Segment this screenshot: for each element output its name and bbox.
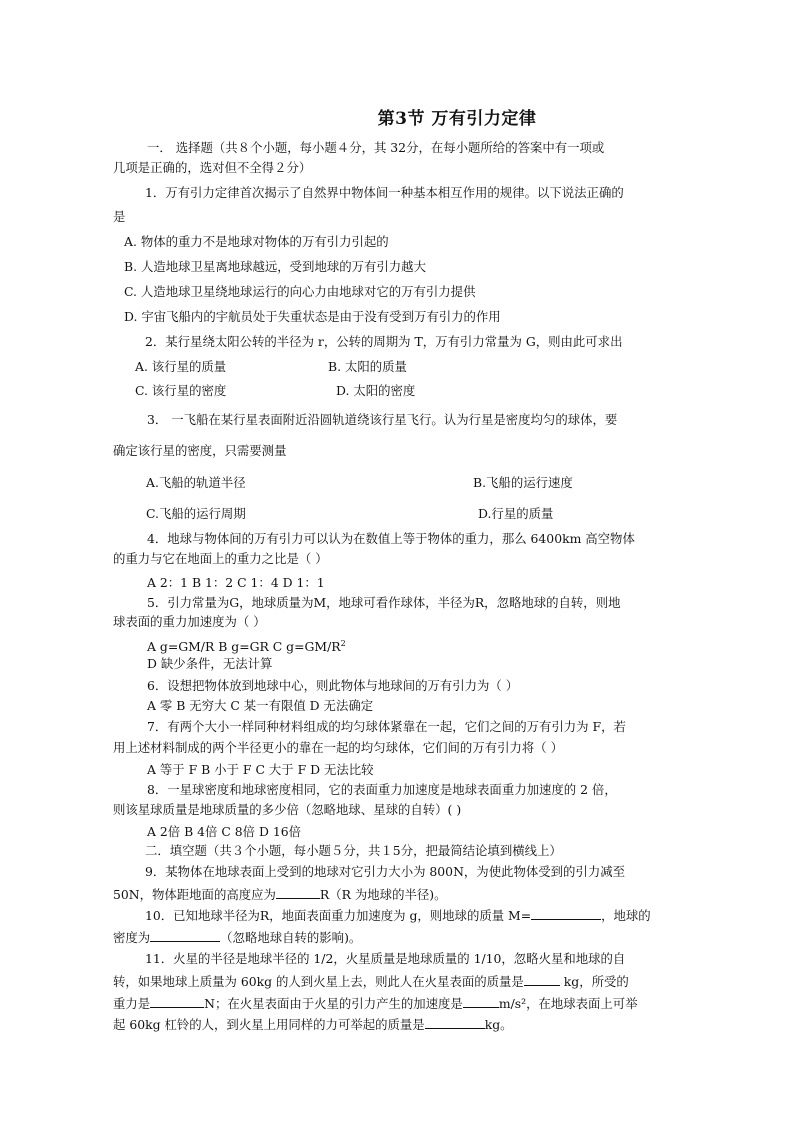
q11-text-d: N；在火星表面由于火星的引力产生的加速度是 — [204, 996, 463, 1011]
q10-density-blank[interactable] — [150, 929, 220, 942]
q3-stem-line1: 3． 一飞船在某行星表面附近沿圆轨道绕该行星飞行。认为行星是密度均匀的球体，要 — [147, 412, 618, 427]
q10-text-a: 10．已知地球半径为R，地面表面重力加速度为 g，则地球的质量 M= — [145, 908, 532, 923]
q11-acceleration-blank[interactable] — [463, 995, 499, 1008]
section1-heading-line1: 一． 选择题（共８个小题，每小题４分，其 32分，在每小题所给的答案中有一项或 — [147, 140, 605, 155]
q1-option-c: C. 人造地球卫星绕地球运行的向心力由地球对它的万有引力提供 — [124, 284, 476, 299]
q4-stem-line1: 4．地球与物体间的万有引力可以认为在数值上等于物体的重力，那么 6400km 高空物体 — [147, 531, 635, 546]
q11-text-a: 转，如果地球上质量为 60kg 的人到火星上去，则此人在火星表面的质量是 — [113, 974, 524, 989]
q3-option-c: C.飞船的运行周期 — [146, 506, 246, 521]
q8-stem-line1: 8．一星球密度和地球密度相同，它的表面重力加速度是地球表面重力加速度的 2 倍， — [147, 782, 617, 797]
q11-text-g: kg。 — [484, 1017, 513, 1032]
q11-weight-blank[interactable] — [150, 995, 204, 1008]
q2-option-a: A. 该行星的质量 — [135, 359, 227, 374]
q11-line3 — [113, 995, 638, 1012]
q10-text-c: 密度为 — [113, 930, 151, 945]
q9-text-a: 50N，物体距地面的高度应为 — [113, 887, 276, 902]
q2-option-b: B. 太阳的质量 — [328, 359, 407, 374]
q10-line2 — [113, 929, 361, 946]
q1-stem-line1: 1．万有引力定律首次揭示了自然界中物体间一种基本相互作用的规律。以下说法正确的 — [145, 185, 624, 200]
q7-stem-line1: 7．有两个大小一样同种材料组成的均匀球体紧靠在一起，它们之间的万有引力为 F，若 — [147, 719, 626, 734]
q2-option-c: C. 该行星的密度 — [135, 383, 227, 398]
q10-text-d: （忽略地球自转的影响)。 — [220, 930, 362, 945]
q5-options-line2: D 缺少条件，无法计算 — [147, 656, 273, 671]
q8-stem-line2: 则该星球质量是地球质量的多少倍（忽略地球、星球的自转）( ) — [113, 802, 462, 817]
q4-options: A 2：1 B 1：2 C 1：4 D 1：1 — [147, 575, 325, 590]
q1-stem-line2: 是 — [113, 209, 126, 224]
q7-options: A 等于 F B 小于 F C 大于 F D 无法比较 — [147, 762, 374, 777]
q9-line2 — [113, 886, 446, 903]
q9-answer-blank[interactable] — [276, 886, 320, 899]
q6-stem: 6．设想把物体放到地球中心，则此物体与地球间的万有引力为（ ） — [147, 678, 519, 693]
q11-line1: 11．火星的半径是地球半径的 1/2，火星质量是地球质量的 1/10，忽略火星和地球的自 — [145, 951, 626, 966]
q1-option-d: D. 宇宙飞船内的宇航员处于失重状态是由于没有受到万有引力的作用 — [124, 309, 501, 324]
q3-option-b: B.飞船的运行速度 — [473, 475, 573, 490]
q5-options-text: A g=GM/R B g=GR C g=GM/R — [147, 639, 341, 655]
q5-options-line1 — [147, 636, 346, 655]
q5-stem-line2: 球表面的重力加速度为（ ） — [113, 614, 266, 629]
page-title: 第3节 万有引力定律 — [377, 109, 537, 129]
q2-stem: 2．某行星绕太阳公转的半径为 r，公转的周期为 T，万有引力常量为 G，则由此可求出 — [145, 334, 623, 349]
q11-text-e: m/s²，在地球表面上可举 — [498, 996, 638, 1011]
q4-stem-line2: 的重力与它在地面上的重力之比是（ ） — [113, 551, 328, 566]
q11-mass-blank[interactable] — [524, 973, 560, 986]
q11-line4 — [113, 1016, 513, 1033]
q10-line1 — [145, 907, 651, 924]
q3-option-d: D.行星的质量 — [478, 506, 554, 521]
q6-options: A 零 B 无穷大 C 某一有限值 D 无法确定 — [147, 698, 374, 713]
q1-option-b: B. 人造地球卫星离地球越远，受到地球的万有引力越大 — [124, 259, 426, 274]
q3-stem-line2: 确定该行星的密度，只需要测量 — [113, 443, 287, 458]
q11-text-c: 重力是 — [113, 996, 151, 1011]
q2-option-d: D. 太阳的密度 — [336, 383, 416, 398]
q5-exponent: 2 — [340, 639, 346, 648]
q9-line1: 9．某物体在地球表面上受到的地球对它引力大小为 800N，为使此物体受到的引力减至 — [145, 864, 625, 879]
section1-heading-line2: 几项是正确的，选对但不全得２分） — [113, 160, 312, 175]
q11-lift-mass-blank[interactable] — [425, 1016, 485, 1029]
section2-heading: 二．填空题（共３个小题，每小题５分，共１5分，把最简结论填到横线上） — [145, 843, 562, 858]
q3-option-a: A.飞船的轨道半径 — [146, 475, 246, 490]
q7-stem-line2: 用上述材料制成的两个半径更小的靠在一起的均匀球体，它们间的万有引力将（ ） — [113, 740, 564, 755]
q10-text-b: ，地球的 — [601, 908, 651, 923]
q5-stem-line1: 5．引力常量为G，地球质量为M，地球可看作球体，半径为R，忽略地球的自转，则地 — [147, 595, 621, 610]
q10-mass-blank[interactable] — [531, 907, 601, 920]
q1-option-a: A. 物体的重力不是地球对物体的万有引力引起的 — [124, 234, 389, 249]
q11-text-f: 起 60kg 杠铃的人，到火星上用同样的力可举起的质量是 — [113, 1017, 425, 1032]
q11-line2 — [113, 973, 629, 990]
q9-text-b: R（R 为地球的半径)。 — [319, 887, 447, 902]
q8-options: A 2倍 B 4倍 C 8倍 D 16倍 — [147, 824, 302, 839]
q11-text-b: kg，所受的 — [559, 974, 629, 989]
